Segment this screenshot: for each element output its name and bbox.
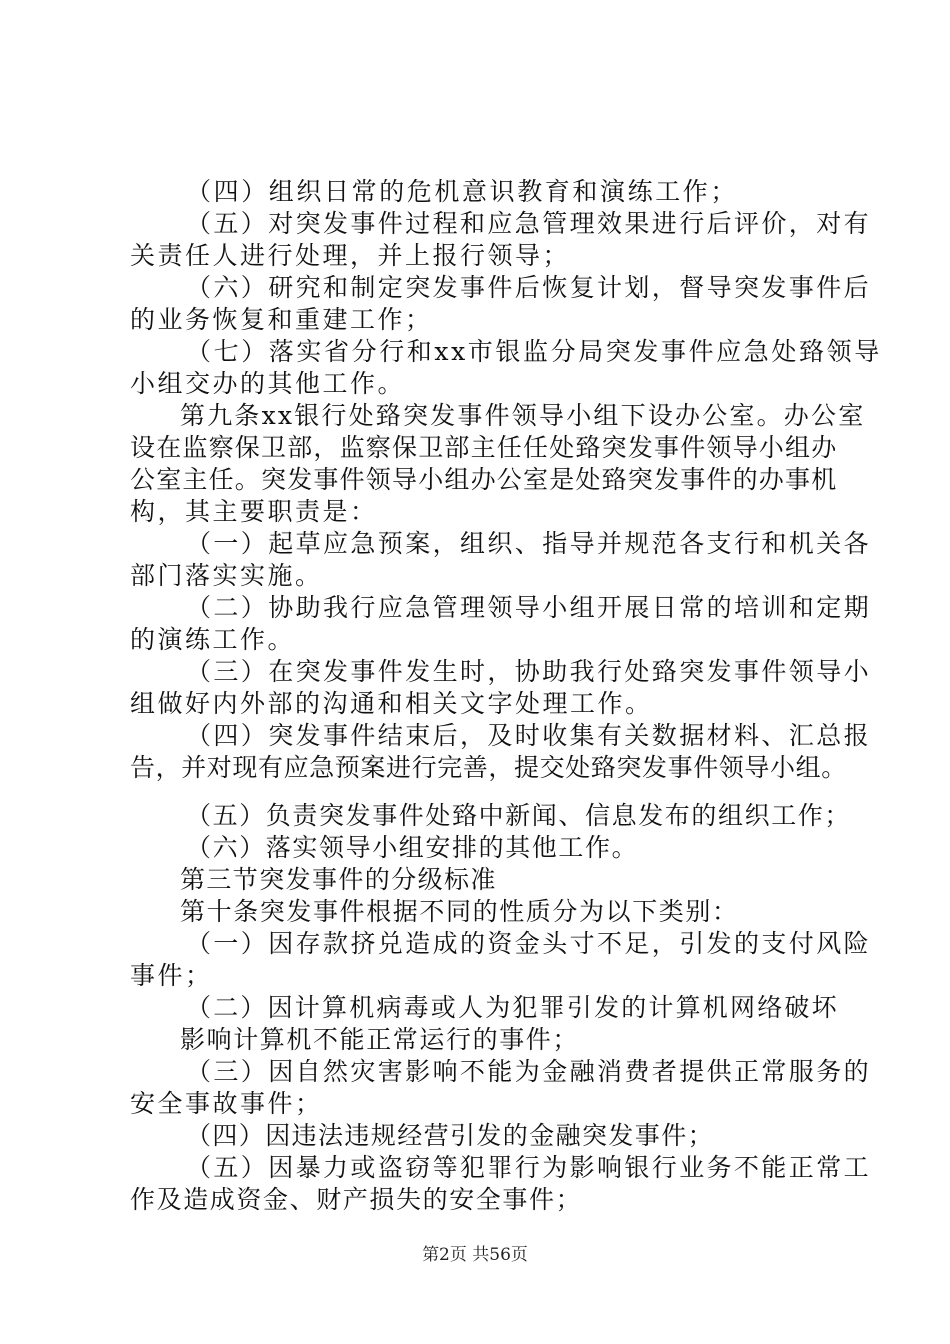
- text-line: （五）对突发事件过程和应急管理效果进行后评价，对有: [186, 209, 872, 238]
- text-line: 小组交办的其他工作。: [130, 369, 406, 398]
- text-line: （三）因自然灾害影响不能为金融消费者提供正常服务的: [186, 1057, 872, 1086]
- text-line: （一）因存款挤兑造成的资金头寸不足，引发的支付风险: [186, 929, 872, 958]
- text-line: 部门落实实施。: [130, 561, 323, 590]
- text-line: （二）因计算机病毒或人为犯罪引发的计算机网络破坏: [186, 993, 839, 1022]
- text-line: 第十条突发事件根据不同的性质分为以下类别：: [180, 897, 739, 926]
- text-line: 事件；: [130, 961, 213, 990]
- text-line: 安全事故事件；: [130, 1089, 323, 1118]
- text-line: 告，并对现有应急预案进行完善，提交处臵突发事件领导小组。: [130, 753, 847, 782]
- text-line: 关责任人进行处理，并上报行领导；: [130, 241, 571, 270]
- text-line: 第九条xx银行处臵突发事件领导小组下设办公室。办公室: [180, 401, 866, 430]
- text-line: 影响计算机不能正常运行的事件；: [180, 1025, 580, 1054]
- text-line: （四）突发事件结束后，及时收集有关数据材料、汇总报: [186, 721, 872, 750]
- text-line: 公室主任。突发事件领导小组办公室是处臵突发事件的办事机: [130, 465, 838, 494]
- text-line: （四）因违法违规经营引发的金融突发事件；: [186, 1121, 715, 1150]
- text-line: 构，其主要职责是：: [130, 497, 378, 526]
- text-line: 设在监察保卫部，监察保卫部主任任处臵突发事件领导小组办: [130, 433, 838, 462]
- text-line: 的演练工作。: [130, 625, 296, 654]
- text-line: （五）因暴力或盗窃等犯罪行为影响银行业务不能正常工: [186, 1153, 872, 1182]
- text-line: 的业务恢复和重建工作；: [130, 305, 433, 334]
- text-line: （六）研究和制定突发事件后恢复计划，督导突发事件后: [186, 273, 872, 302]
- page-number-footer: 第2页 共56页: [422, 1245, 528, 1265]
- text-line: （三）在突发事件发生时，协助我行处臵突发事件领导小: [186, 657, 872, 686]
- text-line: （二）协助我行应急管理领导小组开展日常的培训和定期: [186, 593, 872, 622]
- text-line: （五）负责突发事件处臵中新闻、信息发布的组织工作；: [186, 801, 852, 830]
- text-line: 作及造成资金、财产损失的安全事件；: [130, 1185, 583, 1214]
- text-line: （七）落实省分行和xx市银监分局突发事件应急处臵领导: [186, 337, 882, 366]
- section-heading: 第三节突发事件的分级标准: [180, 865, 497, 894]
- text-line: （一）起草应急预案，组织、指导并规范各支行和机关各: [186, 529, 872, 558]
- text-line: （四）组织日常的危机意识教育和演练工作；: [186, 177, 739, 206]
- text-line: （六）落实领导小组安排的其他工作。: [186, 833, 639, 862]
- text-line: 组做好内外部的沟通和相关文字处理工作。: [130, 689, 653, 718]
